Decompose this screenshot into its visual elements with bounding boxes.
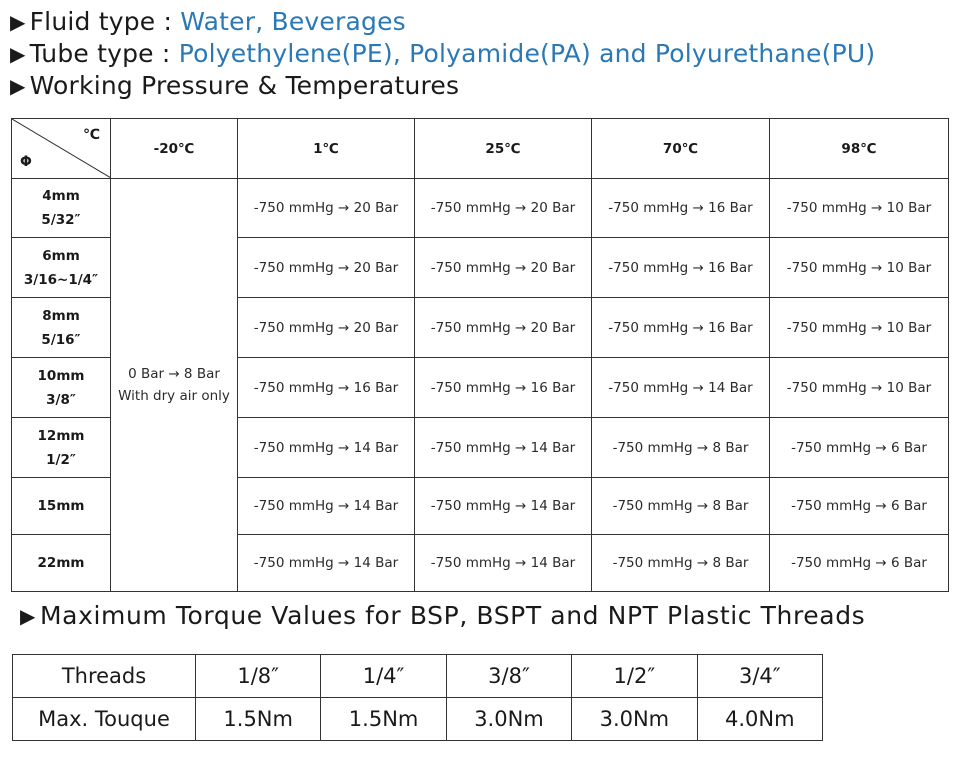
tube-size-cell	[12, 478, 111, 535]
tube-size-cell	[12, 358, 111, 418]
corner-header-cell	[12, 119, 111, 179]
pressure-value-cell: -750 mmHg → 16 Bar	[238, 358, 415, 418]
thread-size-cell: 3/4″	[697, 655, 822, 698]
tube-size-cell	[12, 418, 111, 478]
pressure-value-cell: -750 mmHg → 16 Bar	[592, 298, 770, 358]
pressure-value-cell: -750 mmHg → 20 Bar	[415, 238, 592, 298]
minus20-pressure-note: With dry air only	[118, 388, 230, 404]
tube-size-cell	[12, 238, 111, 298]
pressure-row	[12, 179, 949, 238]
tube-type-label: Tube type :	[29, 39, 179, 68]
tube-size-metric: 22mm	[37, 555, 85, 571]
triangle-bullet-icon: ▶	[10, 74, 26, 98]
working-pressure-title: Working Pressure & Temperatures	[29, 71, 460, 100]
pressure-value-cell: -750 mmHg → 14 Bar	[415, 478, 592, 535]
temp-header-1: 1℃	[238, 119, 415, 179]
temp-header-minus20: -20℃	[111, 119, 238, 179]
tube-size-inch: 3/8″	[46, 391, 76, 408]
triangle-bullet-icon: ▶	[10, 10, 26, 34]
pressure-value-cell: -750 mmHg → 6 Bar	[770, 418, 949, 478]
torque-heading	[20, 600, 865, 632]
torque-row-label: Max. Touque	[13, 698, 196, 741]
working-pressure-heading	[10, 70, 459, 102]
pressure-value-cell: -750 mmHg → 16 Bar	[415, 358, 592, 418]
fluid-type-value: Water, Beverages	[180, 7, 406, 36]
tube-size-cell	[12, 535, 111, 592]
pressure-value-cell: -750 mmHg → 10 Bar	[770, 238, 949, 298]
pressure-temperature-table	[11, 118, 949, 592]
tube-size-inch: 1/2″	[46, 451, 76, 468]
torque-title: Maximum Torque Values for BSP, BSPT and NPT Plastic Threads	[39, 601, 866, 630]
temperature-axis-symbol: ℃	[83, 127, 100, 143]
minus20-pressure-cell	[111, 179, 238, 592]
tube-size-metric: 6mm	[42, 247, 80, 264]
temp-header-25: 25℃	[415, 119, 592, 179]
tube-size-inch: 5/32″	[41, 212, 81, 228]
pressure-value-cell: -750 mmHg → 8 Bar	[592, 418, 770, 478]
pressure-value-cell: -750 mmHg → 20 Bar	[238, 179, 415, 238]
tube-type-heading	[10, 38, 875, 70]
tube-size-metric: 15mm	[37, 498, 85, 514]
tube-size-metric: 12mm	[37, 427, 85, 444]
pressure-value-cell: -750 mmHg → 8 Bar	[592, 535, 770, 592]
tube-size-metric: 10mm	[37, 367, 85, 384]
torque-value-cell: 3.0Nm	[572, 698, 697, 741]
fluid-type-label: Fluid type :	[29, 7, 181, 36]
thread-size-cell: 1/4″	[321, 655, 446, 698]
pressure-value-cell: -750 mmHg → 16 Bar	[592, 179, 770, 238]
size-axis-symbol: Φ	[20, 154, 32, 170]
torque-value-cell: 4.0Nm	[697, 698, 822, 741]
pressure-value-cell: -750 mmHg → 14 Bar	[415, 418, 592, 478]
pressure-value-cell: -750 mmHg → 10 Bar	[770, 358, 949, 418]
tube-size-metric: 8mm	[42, 307, 80, 324]
minus20-pressure-range: 0 Bar → 8 Bar	[128, 366, 220, 382]
tube-size-inch: 3/16~1/4″	[23, 271, 99, 288]
torque-table	[12, 654, 823, 741]
pressure-value-cell: -750 mmHg → 20 Bar	[238, 298, 415, 358]
pressure-value-cell: -750 mmHg → 20 Bar	[415, 179, 592, 238]
torque-value-cell: 1.5Nm	[196, 698, 321, 741]
pressure-value-cell: -750 mmHg → 10 Bar	[770, 179, 949, 238]
temp-header-70: 70℃	[592, 119, 770, 179]
pressure-value-cell: -750 mmHg → 14 Bar	[238, 418, 415, 478]
torque-row	[13, 698, 823, 741]
torque-value-cell: 1.5Nm	[321, 698, 446, 741]
thread-size-cell: 3/8″	[446, 655, 571, 698]
pressure-value-cell: -750 mmHg → 8 Bar	[592, 478, 770, 535]
pressure-value-cell: -750 mmHg → 14 Bar	[238, 478, 415, 535]
tube-size-cell	[12, 179, 111, 238]
thread-size-cell: 1/8″	[196, 655, 321, 698]
tube-size-cell	[12, 298, 111, 358]
triangle-bullet-icon: ▶	[20, 604, 36, 628]
pressure-value-cell: -750 mmHg → 16 Bar	[592, 238, 770, 298]
pressure-value-cell: -750 mmHg → 10 Bar	[770, 298, 949, 358]
threads-row-label: Threads	[13, 655, 196, 698]
thread-size-cell: 1/2″	[572, 655, 697, 698]
fluid-type-heading	[10, 6, 406, 38]
pressure-value-cell: -750 mmHg → 14 Bar	[415, 535, 592, 592]
tube-size-inch: 5/16″	[41, 331, 81, 348]
pressure-value-cell: -750 mmHg → 20 Bar	[238, 238, 415, 298]
tube-size-metric: 4mm	[42, 188, 80, 204]
pressure-value-cell: -750 mmHg → 14 Bar	[592, 358, 770, 418]
temp-header-98: 98℃	[770, 119, 949, 179]
pressure-value-cell: -750 mmHg → 6 Bar	[770, 478, 949, 535]
tube-type-value: Polyethylene(PE), Polyamide(PA) and Polyurethane(PU)	[178, 39, 876, 68]
triangle-bullet-icon: ▶	[10, 42, 26, 66]
temperature-header-row	[12, 119, 949, 179]
pressure-value-cell: -750 mmHg → 14 Bar	[238, 535, 415, 592]
pressure-value-cell: -750 mmHg → 6 Bar	[770, 535, 949, 592]
threads-row	[13, 655, 823, 698]
pressure-value-cell: -750 mmHg → 20 Bar	[415, 298, 592, 358]
torque-value-cell: 3.0Nm	[446, 698, 571, 741]
